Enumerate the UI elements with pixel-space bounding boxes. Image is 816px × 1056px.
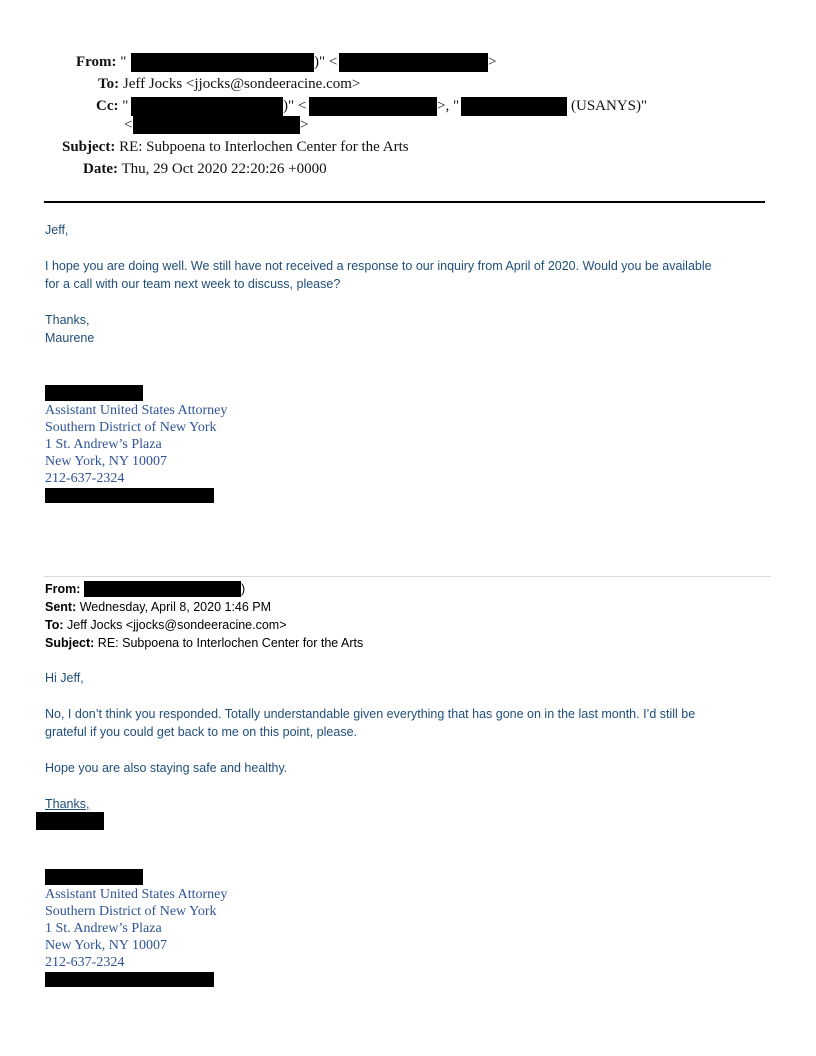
greeting: Jeff,	[45, 223, 69, 237]
redaction-bar	[45, 488, 214, 503]
quoted-from-label: From:	[45, 582, 81, 596]
from-row	[76, 54, 126, 71]
from-label: From:	[76, 54, 117, 70]
signature-phone: 212-637-2324	[45, 955, 125, 970]
greeting: Hi Jeff,	[45, 671, 84, 685]
date-row	[83, 161, 327, 178]
quoted-from-row	[45, 580, 80, 598]
signature-office: Southern District of New York	[45, 904, 217, 919]
quoted-to-label: To:	[45, 618, 64, 632]
signature-title: Assistant United States Attorney	[45, 887, 228, 902]
sender-name: Maurene	[45, 331, 95, 345]
signature-city: New York, NY 10007	[45, 938, 167, 953]
redaction-bar	[133, 116, 300, 134]
signature-office: Southern District of New York	[45, 420, 217, 435]
header-divider	[44, 201, 765, 203]
cc-mid1: )" <	[283, 98, 307, 114]
cc-usanys: (USANYS)"	[571, 98, 648, 114]
quoted-sent-value: Wednesday, April 8, 2020 1:46 PM	[79, 600, 272, 614]
redaction-bar	[131, 97, 283, 116]
quoted-subject-row	[45, 634, 363, 652]
signature-street: 1 St. Andrew’s Plaza	[45, 437, 162, 452]
redaction-bar	[45, 972, 214, 987]
closing: Thanks,	[45, 313, 90, 327]
from-mid: )" <	[314, 54, 338, 70]
date-value: Thu, 29 Oct 2020 22:20:26 +0000	[121, 161, 327, 177]
quoted-to-row	[45, 616, 287, 634]
cc-mid2: >, "	[437, 98, 460, 114]
quoted-to-value: Jeff Jocks <jjocks@sondeeracine.com>	[67, 618, 287, 632]
quoted-subject-label: Subject:	[45, 636, 95, 650]
redaction-bar	[45, 869, 143, 885]
subject-value: RE: Subpoena to Interlochen Center for the Arts	[119, 139, 409, 155]
body-line: No, I don’t think you responded. Totally understandable given everything that has gone on in the last month. I’d still be	[45, 707, 696, 721]
quoted-sent-label: Sent:	[45, 600, 77, 614]
body-line: for a call with our team next week to discuss, please?	[45, 277, 341, 291]
redaction-bar	[36, 812, 104, 830]
signature-title: Assistant United States Attorney	[45, 403, 228, 418]
date-label: Date:	[83, 161, 118, 177]
from-open-quote: "	[120, 54, 127, 70]
closing: Thanks,	[45, 797, 90, 811]
redaction-bar	[309, 97, 437, 116]
subject-row	[62, 139, 409, 156]
quoted-subject-value: RE: Subpoena to Interlochen Center for the Arts	[97, 636, 364, 650]
body-line: Hope you are also staying safe and healthy.	[45, 761, 288, 775]
cc-open-quote: "	[122, 98, 129, 114]
signature-city: New York, NY 10007	[45, 454, 167, 469]
cc-line2-close: >	[300, 117, 309, 133]
signature-phone: 212-637-2324	[45, 471, 125, 486]
subject-label: Subject:	[62, 139, 116, 155]
quoted-sent-row	[45, 598, 271, 616]
body-line: I hope you are doing well. We still have not received a response to our inquiry from April of 2020. Would you be available	[45, 259, 712, 273]
redaction-bar	[84, 581, 241, 597]
quoted-from-close: )	[241, 582, 246, 596]
quote-divider	[44, 576, 771, 577]
cc-row	[96, 98, 128, 115]
redaction-bar	[339, 53, 488, 72]
cc-line2-open: <	[124, 117, 133, 133]
to-row	[98, 76, 360, 93]
from-close: >	[488, 54, 497, 70]
redaction-bar	[45, 385, 143, 401]
redaction-bar	[131, 53, 314, 72]
to-label: To:	[98, 76, 120, 92]
redaction-bar	[461, 97, 567, 116]
cc-label: Cc:	[96, 98, 119, 114]
body-line: grateful if you could get back to me on this point, please.	[45, 725, 357, 739]
signature-street: 1 St. Andrew’s Plaza	[45, 921, 162, 936]
to-value: Jeff Jocks <jjocks@sondeeracine.com>	[122, 76, 361, 92]
